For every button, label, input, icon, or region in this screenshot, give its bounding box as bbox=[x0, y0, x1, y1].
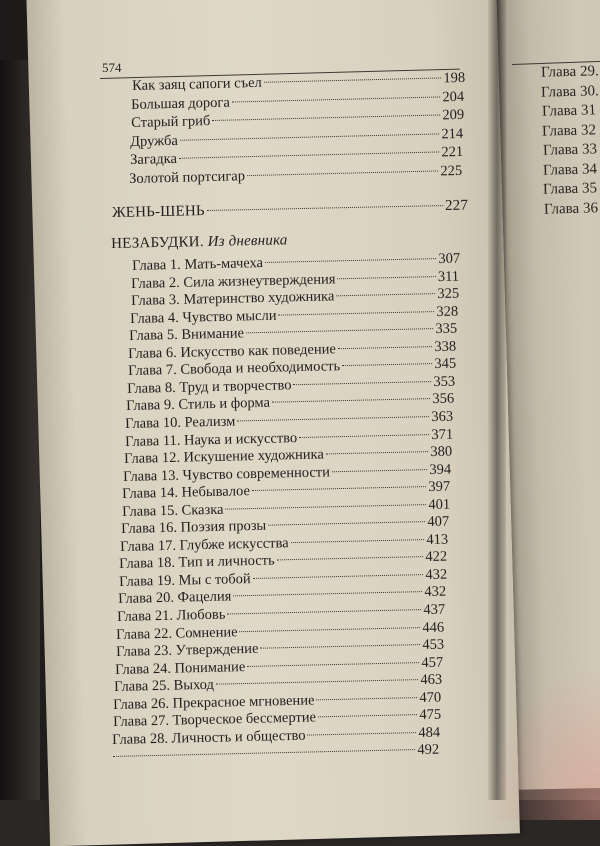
entry-page: 307 bbox=[438, 250, 461, 268]
leader-dots bbox=[178, 152, 438, 159]
entry-page: 475 bbox=[418, 706, 441, 724]
section-title: ЖЕНЬ-ШЕНЬ bbox=[112, 203, 205, 221]
entry-page: 492 bbox=[417, 741, 440, 759]
entry-page: 470 bbox=[419, 689, 442, 706]
leader-dots bbox=[260, 644, 420, 649]
entry-page: 225 bbox=[440, 162, 463, 180]
entry-title: Глава 17. Глубже искусства bbox=[120, 534, 289, 555]
entry-page: 356 bbox=[432, 390, 455, 408]
entry-title: Глава 10. Реализм bbox=[125, 413, 236, 432]
entry-page: 401 bbox=[427, 496, 450, 513]
entry-title: Глава 4. Чувство мысли bbox=[129, 307, 277, 327]
entry-title: Глава 20. Фацелия bbox=[117, 588, 232, 608]
entry-page: 328 bbox=[435, 303, 459, 320]
entry-page: 214 bbox=[441, 125, 464, 143]
section-nezabudki-heading bbox=[111, 232, 288, 253]
leader-dots bbox=[338, 276, 436, 279]
entry-title: Глава 2. Сила жизнеутверждения bbox=[131, 270, 336, 292]
leader-dots bbox=[277, 556, 424, 560]
leader-dots bbox=[113, 749, 415, 757]
entry-page: 432 bbox=[423, 583, 447, 601]
section-page: 227 bbox=[444, 197, 469, 215]
leader-dots bbox=[342, 363, 432, 366]
entry-title: Большая дорога bbox=[131, 94, 231, 113]
leader-dots bbox=[180, 133, 440, 140]
entry-title: Глава 16. Поэзия прозы bbox=[120, 517, 267, 538]
entry-title: Глава 8. Труд и творчество bbox=[126, 377, 292, 397]
entry-page: 380 bbox=[429, 443, 453, 461]
section-title: НЕЗАБУДКИ. bbox=[111, 234, 204, 252]
leader-dots bbox=[278, 311, 434, 316]
leader-dots bbox=[293, 381, 431, 385]
entry-title: Старый гриб bbox=[130, 113, 211, 132]
leader-dots bbox=[332, 469, 427, 472]
entry-title: Загадка bbox=[129, 151, 177, 169]
entry-title: Глава 13. Чувство современности bbox=[123, 463, 331, 485]
entry-title: Глава 23. Утверждение bbox=[115, 640, 259, 661]
leader-dots bbox=[212, 115, 440, 122]
leader-dots bbox=[225, 504, 426, 510]
leader-dots bbox=[246, 328, 433, 333]
leader-dots bbox=[326, 451, 429, 454]
entry-title: Глава 21. Любовь bbox=[117, 606, 226, 625]
leader-dots bbox=[216, 679, 418, 685]
section-subtitle: Из дневника bbox=[207, 232, 288, 250]
leader-dots bbox=[338, 346, 433, 349]
leader-dots bbox=[247, 662, 419, 667]
right-page-line: Глава 33 bbox=[542, 141, 597, 159]
right-page-line: Глава 36 bbox=[543, 199, 598, 218]
entry-page: 446 bbox=[422, 619, 445, 636]
entry-title: Глава 22. Сомнение bbox=[116, 623, 238, 643]
entry-page: 198 bbox=[443, 69, 466, 87]
leader-dots bbox=[317, 714, 416, 717]
entry-title: Как заяц сапоги съел bbox=[132, 74, 262, 94]
right-page-line: Глава 29. bbox=[540, 63, 599, 81]
right-page-line: Глава 32 bbox=[541, 121, 597, 140]
entry-page: 209 bbox=[441, 107, 465, 124]
entry-page: 407 bbox=[426, 513, 450, 531]
leader-dots bbox=[336, 293, 435, 296]
right-page-line: Глава 30. bbox=[541, 82, 600, 101]
entry-title: Глава 12. Искушение художника bbox=[123, 446, 324, 468]
entry-page: 437 bbox=[423, 601, 446, 619]
leader-dots bbox=[317, 697, 418, 700]
entry-page: 335 bbox=[435, 320, 458, 338]
entry-page: 457 bbox=[420, 654, 444, 671]
leader-dots bbox=[252, 486, 426, 491]
entry-page: 325 bbox=[436, 285, 459, 303]
leader-dots bbox=[233, 592, 422, 597]
entry-title: Золотой портсигар bbox=[129, 168, 246, 187]
entry-title: Дружба bbox=[130, 132, 179, 150]
leader-dots bbox=[268, 521, 425, 526]
entry-title: Глава 24. Понимание bbox=[114, 658, 246, 678]
entry-page: 311 bbox=[437, 268, 460, 285]
leader-dots bbox=[265, 258, 436, 263]
finger-shadow bbox=[470, 640, 600, 820]
leader-dots bbox=[264, 77, 442, 82]
entry-page: 463 bbox=[420, 671, 443, 689]
right-page-line: Глава 34 bbox=[542, 160, 598, 179]
leader-dots bbox=[227, 609, 421, 614]
entry-page: 363 bbox=[431, 408, 454, 425]
page-number: 574 bbox=[102, 60, 122, 75]
entry-page: 371 bbox=[430, 426, 453, 443]
entry-page: 394 bbox=[429, 461, 452, 478]
entry-page: 422 bbox=[425, 548, 448, 566]
entry-page: 397 bbox=[428, 478, 451, 496]
leader-dots bbox=[252, 574, 423, 579]
leader-dots bbox=[307, 732, 416, 735]
entry-title: Глава 25. Выход bbox=[114, 676, 215, 696]
entry-page: 484 bbox=[417, 724, 441, 741]
entry-title: Глава 9. Стиль и форма bbox=[126, 395, 271, 415]
right-page-line: Глава 35 bbox=[543, 180, 598, 198]
right-page-line: Глава 31 bbox=[541, 102, 596, 120]
entry-title: Глава 15. Сказка bbox=[121, 501, 224, 520]
entry-title: Глава 6. Искусство как поведение bbox=[128, 341, 337, 362]
entry-page: 221 bbox=[440, 144, 463, 161]
leader-dots bbox=[272, 398, 430, 403]
entry-page: 338 bbox=[434, 338, 457, 355]
leader-dots bbox=[247, 170, 438, 176]
entry-page: 345 bbox=[433, 355, 456, 373]
entry-title: Глава 11. Наука и искусство bbox=[124, 429, 297, 450]
entry-page: 353 bbox=[432, 373, 456, 390]
entry-title: Глава 26. Прекрасное мгновение bbox=[113, 692, 315, 713]
entry-title: Глава 1. Мать-мачеха bbox=[132, 255, 264, 274]
leader-dots bbox=[291, 539, 425, 543]
section-zhen-shen bbox=[112, 198, 468, 222]
entry-title: Глава 3. Материнство художника bbox=[130, 288, 334, 310]
entry-page: 413 bbox=[426, 531, 449, 548]
leader-dots bbox=[299, 434, 429, 438]
leader-dots bbox=[232, 96, 441, 102]
entry-title: Глава 7. Свобода и необходимость bbox=[127, 358, 340, 380]
leader-dots bbox=[238, 416, 430, 421]
entry-page: 204 bbox=[442, 88, 465, 105]
entry-title: Глава 18. Тип и личность bbox=[119, 552, 276, 573]
leader-dots bbox=[207, 205, 443, 211]
entry-title: Глава 5. Внимание bbox=[129, 325, 245, 345]
entry-page: 432 bbox=[424, 566, 447, 583]
entry-page: 453 bbox=[421, 636, 444, 654]
entry-title: Глава 14. Небывалое bbox=[122, 483, 251, 503]
entry-title: Глава 27. Творческое бессмертие bbox=[112, 709, 316, 731]
entry-title: Глава 19. Мы с тобой bbox=[118, 570, 251, 590]
entry-title: Глава 28. Личность и общество bbox=[111, 727, 306, 748]
leader-dots bbox=[240, 627, 421, 632]
